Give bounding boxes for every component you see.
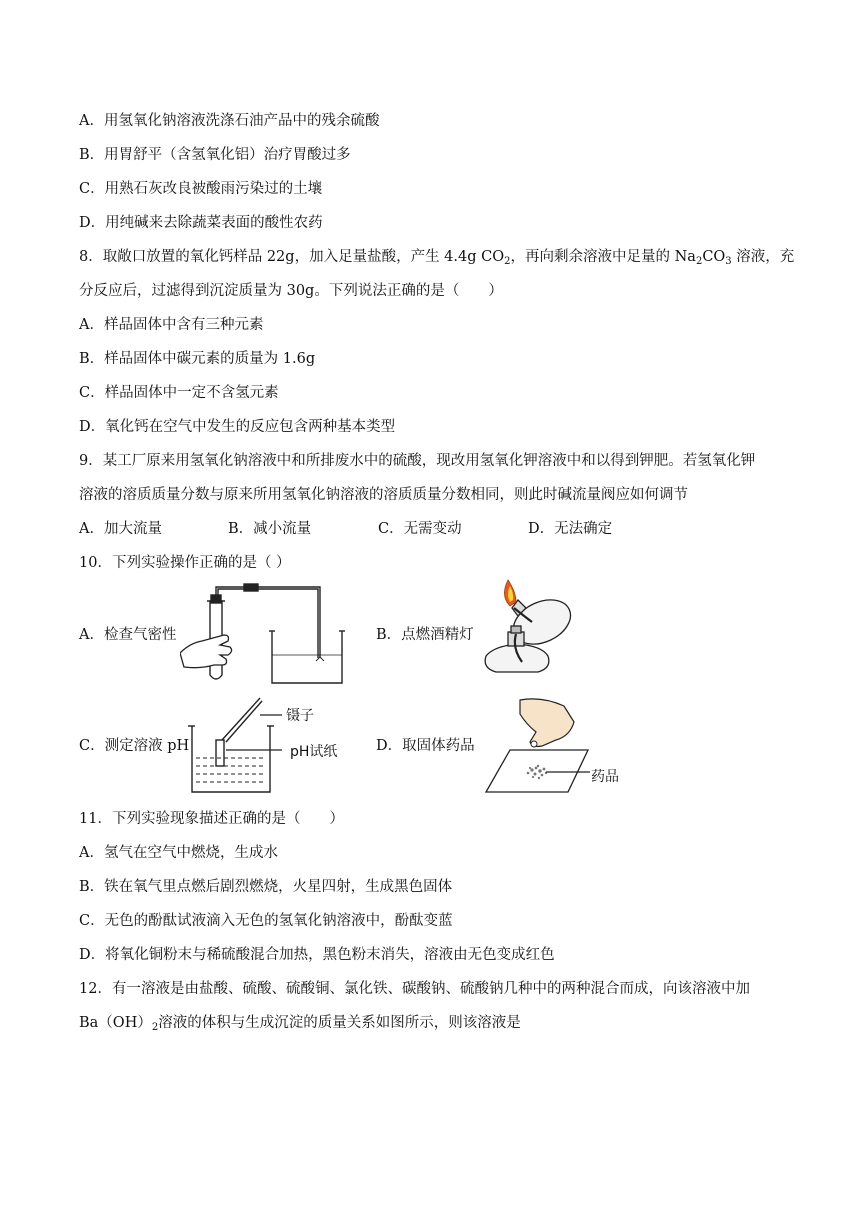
q7-option-a: A．用氢氧化钠溶液洗涤石油产品中的残余硫酸 bbox=[79, 113, 380, 129]
q11-stem: 11．下列实验现象描述正确的是（ ） bbox=[79, 811, 344, 827]
q10-option-c: C．测定溶液 pH bbox=[79, 738, 190, 754]
q8-subscript: 2 bbox=[504, 256, 511, 267]
q11-option-b: B．铁在氧气里点燃后剧烈燃烧，火星四射，生成黑色固体 bbox=[79, 879, 453, 895]
q11-option-c: C．无色的酚酞试液滴入无色的氢氧化钠溶液中，酚酞变蓝 bbox=[79, 913, 453, 929]
ph-paper-label: pH试纸 bbox=[290, 744, 338, 760]
q8-stem-part: CO bbox=[702, 249, 726, 265]
q7-option-c: C．用熟石灰改良被酸雨污染过的土壤 bbox=[79, 181, 323, 197]
q8-option-b: B．样品固体中碳元素的质量为 1.6g bbox=[79, 351, 316, 367]
q10-option-a: A．检查气密性 bbox=[79, 627, 177, 643]
q12-stem-part: 溶液的体积与生成沉淀的质量关系如图所示，则该溶液是 bbox=[158, 1015, 521, 1031]
q7-option-b: B．用胃舒平（含氢氧化铝）治疗胃酸过多 bbox=[79, 147, 351, 163]
q8-stem-part: 8．取敞口放置的氧化钙样品 22g，加入足量盐酸，产生 4.4g CO bbox=[79, 249, 505, 265]
q8-stem-part: 溶液，充 bbox=[731, 249, 795, 265]
q8-option-d: D．氧化钙在空气中发生的反应包含两种基本类型 bbox=[79, 419, 396, 435]
q7-option-d: D．用纯碱来去除蔬菜表面的酸性农药 bbox=[79, 215, 323, 231]
q8-option-a: A．样品固体中含有三种元素 bbox=[79, 317, 264, 333]
q11-option-d: D．将氧化铜粉末与稀硫酸混合加热，黑色粉末消失，溶液由无色变成红色 bbox=[79, 947, 555, 963]
q9-option-c: C．无需变动 bbox=[378, 521, 462, 537]
q9-option-d: D．无法确定 bbox=[528, 521, 613, 537]
q12-stem-line1: 12．有一溶液是由盐酸、硫酸、硫酸铜、氯化铁、碳酸钠、硫酸钠几种中的两种混合而成，向该溶液中加 bbox=[79, 981, 750, 997]
q12-subscript: 2 bbox=[151, 1022, 159, 1033]
q9-option-a: A．加大流量 bbox=[79, 521, 162, 537]
q8-subscript: 2 bbox=[695, 256, 703, 267]
q9-stem-line1: 9．某工厂原来用氢氧化钠溶液中和所排废水中的硫酸，现改用氢氧化钾溶液中和以得到钾肥。若氢氧化钾 bbox=[79, 453, 756, 469]
ph-test-figure bbox=[186, 696, 282, 796]
q12-stem-line2 bbox=[79, 1013, 521, 1038]
q8-option-c: C．样品固体中一定不含氢元素 bbox=[79, 385, 279, 401]
q9-option-b: B．减小流量 bbox=[228, 521, 312, 537]
q11-option-a: A．氢气在空气中燃烧，生成水 bbox=[79, 845, 278, 861]
q9-stem-line2: 溶液的溶质质量分数与原来所用氢氧化钠溶液的溶质质量分数相同，则此时碱流量阀应如何调节 bbox=[79, 487, 688, 503]
tweezers-label: 镊子 bbox=[286, 708, 314, 724]
q10-option-d: D．取固体药品 bbox=[376, 738, 475, 754]
drug-label: 药品 bbox=[591, 769, 619, 785]
q8-subscript: 3 bbox=[725, 256, 732, 267]
q10-option-b: B．点燃酒精灯 bbox=[376, 627, 474, 643]
airtightness-figure bbox=[180, 583, 380, 688]
q10-stem: 10．下列实验操作正确的是（ ） bbox=[79, 555, 291, 571]
solid-drug-figure bbox=[480, 696, 590, 796]
q8-stem-line1 bbox=[79, 247, 794, 272]
q8-stem-part: ，再向剩余溶液中足量的 Na bbox=[510, 249, 696, 265]
q8-stem-line2: 分反应后，过滤得到沉淀质量为 30g。下列说法正确的是（ ） bbox=[79, 283, 503, 299]
alcohol-lamp-figure bbox=[472, 578, 592, 686]
q12-stem-part: Ba（OH） bbox=[79, 1015, 152, 1031]
